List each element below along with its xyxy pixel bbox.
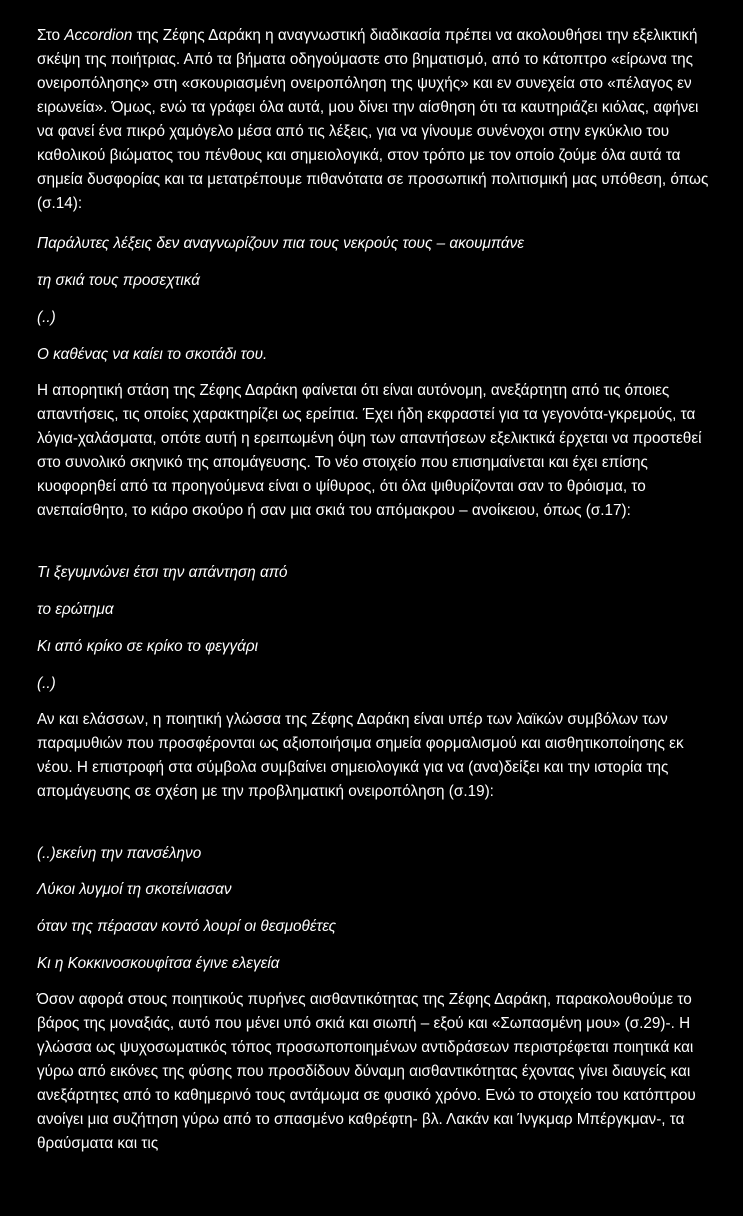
paragraph-4: Όσον αφορά στους ποιητικούς πυρήνες αισθαντικότητας της Ζέφης Δαράκη, παρακολουθούμε το βάρος της μοναξιάς, αυτό που μένει υπό σκιά και σιωπή – εξού και «Σωπασμένη μου» (σ.29)-. Η γλώσσα ως ψυχοσωματικός τόπος προσωποποιημένων αντιδράσεων περιστρέφεται ποιητικά και γύρω από εικόνες της φύσης που προσδίδουν δύναμη αισθαντικότητας έχοντας γίνει διαυγείς και ανεξάρτητες από το καθημερινό τους αντάμωμα σε φυσικό χρόνο. Ενώ το στοιχείο του κατόπτρου ανοίγει μια συζήτηση γύρω από το σπασμένο καθρέφτη- βλ. Λακάν και Ίνγκμαρ Μπέργκμαν-, τα θραύσματα και τις [37, 991, 696, 1152]
quote-3-line-4: Κι η Κοκκινοσκουφίτσα έγινε ελεγεία [37, 955, 280, 972]
quote-1-line-1: Παράλυτες λέξεις δεν αναγνωρίζουν πια τους νεκρούς τους – ακουμπάνε [37, 235, 525, 252]
book-title-accordion: Accordion [64, 27, 133, 44]
quote-2-line-4: (..) [37, 675, 56, 692]
quote-3-line-1: (..)εκείνη την πανσέληνο [37, 845, 202, 862]
quote-1-line-2: τη σκιά τους προσεχτικά [37, 272, 200, 289]
quote-1-line-3: (..) [37, 309, 56, 326]
quote-3-line-3: όταν της πέρασαν κοντό λουρί οι θεσμοθέτες [37, 918, 337, 935]
quote-2-line-1: Τι ξεγυμνώνει έτσι την απάντηση από [37, 564, 288, 581]
quote-2-line-3: Κι από κρίκο σε κρίκο το φεγγάρι [37, 638, 258, 655]
quote-2-line-2: το ερώτημα [37, 601, 114, 618]
paragraph-3: Αν και ελάσσων, η ποιητική γλώσσα της Ζέφης Δαράκη είναι υπέρ των λαϊκών συμβόλων των παραμυθιών που προσφέρονται ως αξιοποιήσιμα σημεία φορμαλισμού και αισθητικοποίησης εκ νέου. Η επιστροφή στα σύμβολα συμβαίνει σημειολογικά για να (ανα)δείξει και την ιστορία της απομάγευσης σε σχέση με την προβληματική ονειροπόληση (σ.19): [37, 711, 684, 800]
quote-3-line-2: Λύκοι λυγμοί τη σκοτείνιασαν [37, 881, 232, 898]
paragraph-1-lead: Στο [37, 27, 65, 44]
paragraph-2: Η απορητική στάση της Ζέφης Δαράκη φαίνεται ότι είναι αυτόνομη, ανεξάρτητη από τις όποιες απαντήσεις, τις οποίες χαρακτηρίζει ως ερείπια. Έχει ήδη εκφραστεί για τα γεγονότα-γκρεμούς, τα λόγια-χαλάσματα, οπότε αυτή η ερειπωμένη όψη των απαντήσεων εξελικτικά έρχεται να προστεθεί στο συνολικό σκηνικό της απομάγευσης. Το νέο στοιχείο που επισημαίνεται και έχει επίσης κυοφορηθεί από τα προηγούμενα είναι ο ψίθυρος, ότι όλα ψιθυρίζονται σαν το θρόισμα, το ανεπαίσθητο, το κιάρο σκούρο ή σαν μια σκιά του απόμακρου – ανοίκειου, όπως (σ.17): [37, 382, 702, 519]
quote-1-line-4: Ο καθένας να καίει το σκοτάδι του. [37, 346, 268, 363]
paragraph-1 [37, 24, 713, 216]
paragraph-1-body: της Ζέφης Δαράκη η αναγνωστική διαδικασία πρέπει να ακολουθήσει την εξελικτική σκέψη της ποιήτριας. Από τα βήματα οδηγούμαστε στο βηματισμό, από το κάτοπτρο «είρωνα της ονειροπόλησης» στη «σκουριασμένη ονειροπόληση της ψυχής» και εν συνεχεία στο «πέλαγος εν ειρωνεία». Όμως, ενώ τα γράφει όλα αυτά, μου δίνει την αίσθηση ότι τα καυτηριάζει κιόλας, αφήνει να φανεί ένα πικρό χαμόγελο μέσα από τις λέξεις, για να γίνουμε συνένοχοι στην εγκύκλιο του καθολικού βιώματος του πένθους και σημειολογικά, στον τρόπο με τον οποίο ζούμε όλα αυτά τα σημεία δυσφορίας και τα μετατρέπουμε πιθανότατα σε προσωπική πολιτισμική μας υπόθεση, όπως (σ.14): [37, 27, 709, 212]
